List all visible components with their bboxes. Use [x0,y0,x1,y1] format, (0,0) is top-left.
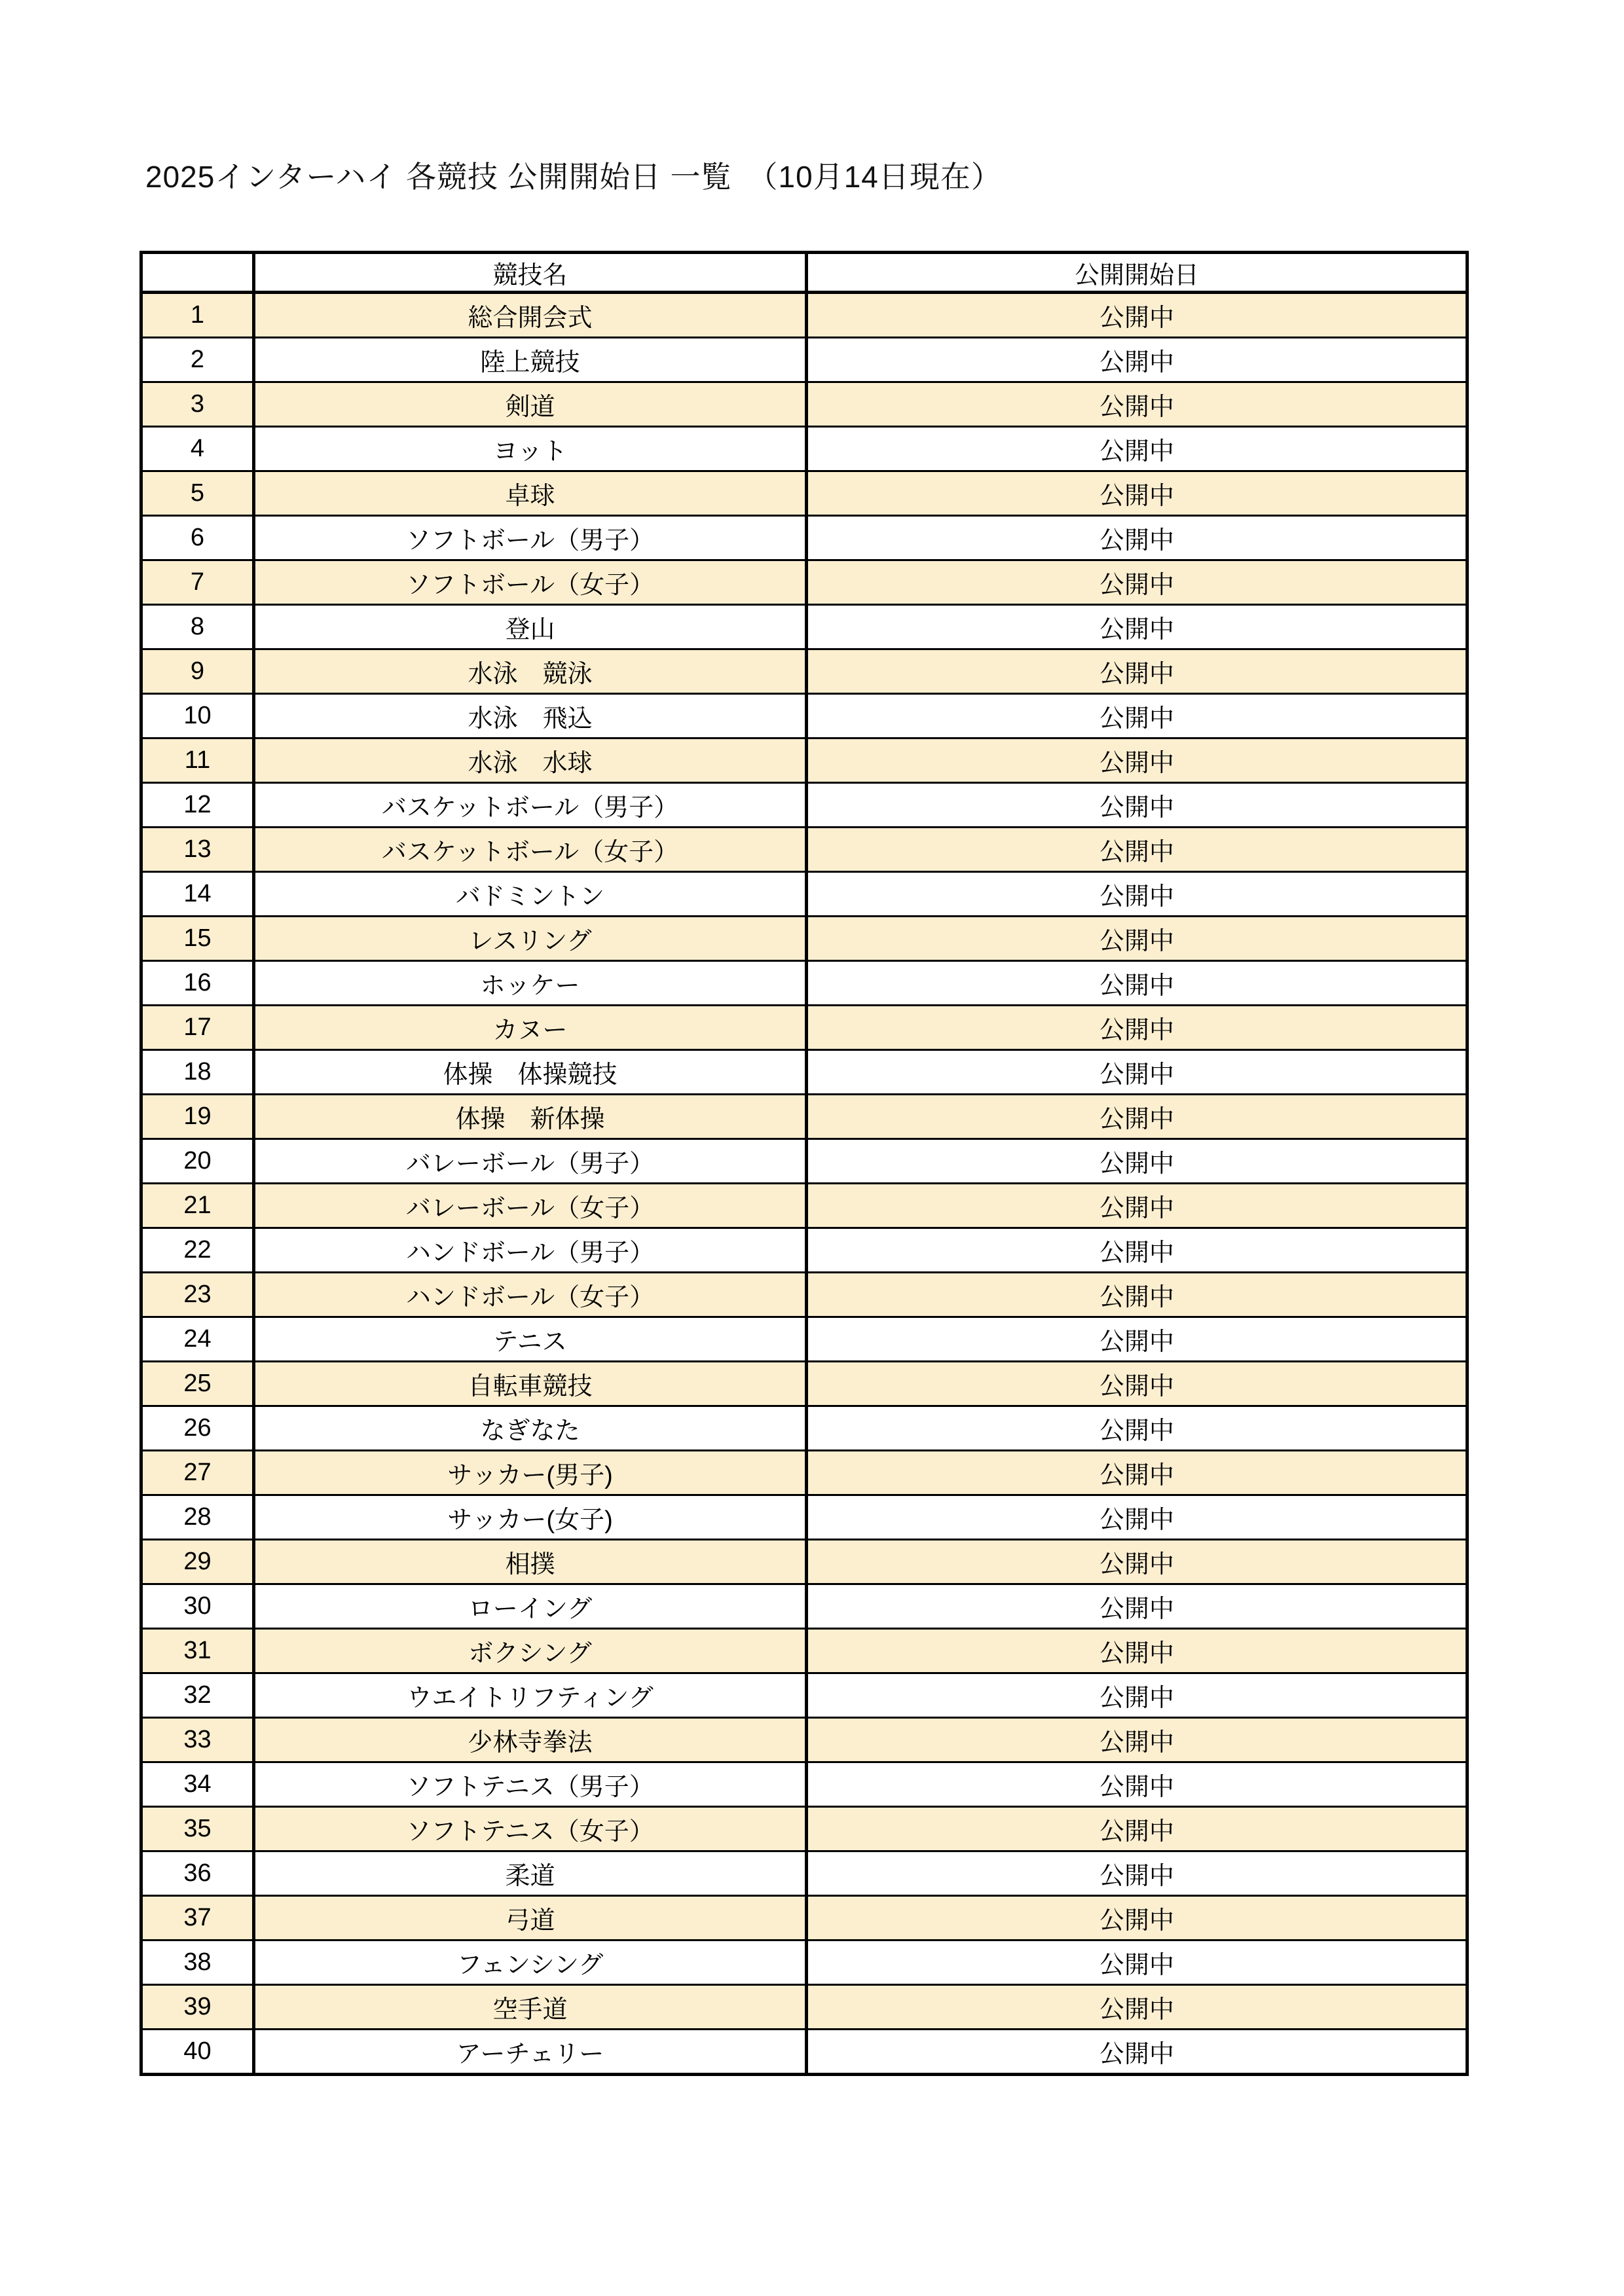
table-row [141,1050,1467,1095]
row-number: 28 [141,1495,254,1540]
page-title: 2025インターハイ 各競技 公開開始日 一覧 （10月14日現在） [145,160,1002,194]
table-row [141,471,1467,516]
row-number: 11 [141,738,254,783]
table-row [141,917,1467,961]
publish-status: 公開中 [807,382,1467,427]
competition-name: サッカー(男子) [254,1451,807,1495]
table-row [141,560,1467,605]
header-number [141,253,254,293]
row-number: 4 [141,427,254,471]
table-row [141,1718,1467,1762]
competition-name: カヌー [254,1006,807,1050]
publish-status: 公開中 [807,1673,1467,1718]
publish-status: 公開中 [807,1851,1467,1896]
row-number: 7 [141,560,254,605]
table-body [141,293,1467,2075]
competition-name: アーチェリー [254,2030,807,2075]
publish-status: 公開中 [807,427,1467,471]
publish-status: 公開中 [807,1629,1467,1673]
table-row [141,649,1467,694]
publish-status: 公開中 [807,1495,1467,1540]
publish-status: 公開中 [807,1451,1467,1495]
competition-name: 総合開会式 [254,293,807,338]
publish-status: 公開中 [807,1762,1467,1807]
publish-status: 公開中 [807,1985,1467,2030]
competition-name: 登山 [254,605,807,649]
competition-name: 水泳 水球 [254,738,807,783]
table-row [141,1673,1467,1718]
competition-name: ローイング [254,1584,807,1629]
row-number: 36 [141,1851,254,1896]
competition-name: ハンドボール（女子） [254,1273,807,1317]
publish-status: 公開中 [807,1317,1467,1362]
publish-status: 公開中 [807,471,1467,516]
table-row [141,605,1467,649]
table-row [141,1985,1467,2030]
row-number: 15 [141,917,254,961]
row-number: 8 [141,605,254,649]
table-row [141,1139,1467,1184]
competition-name: ホッケー [254,961,807,1006]
publish-status: 公開中 [807,1718,1467,1762]
publish-status: 公開中 [807,1228,1467,1273]
competition-name: バドミントン [254,872,807,917]
row-number: 31 [141,1629,254,1673]
header-publish-date: 公開開始日 [807,253,1467,293]
table-row [141,1451,1467,1495]
publish-status: 公開中 [807,1941,1467,1985]
table-row [141,1941,1467,1985]
competition-name: ハンドボール（男子） [254,1228,807,1273]
competition-name: 自転車競技 [254,1362,807,1406]
competition-name: ヨット [254,427,807,471]
table-row [141,1851,1467,1896]
competition-name: 相撲 [254,1540,807,1584]
competition-name: 弓道 [254,1896,807,1941]
table-row [141,1540,1467,1584]
table-row [141,1584,1467,1629]
row-number: 19 [141,1095,254,1139]
table-row [141,1006,1467,1050]
row-number: 21 [141,1184,254,1228]
row-number: 24 [141,1317,254,1362]
row-number: 29 [141,1540,254,1584]
competition-name: 水泳 競泳 [254,649,807,694]
row-number: 14 [141,872,254,917]
publish-status: 公開中 [807,1050,1467,1095]
competition-name: 柔道 [254,1851,807,1896]
table-row [141,1228,1467,1273]
table-row [141,293,1467,338]
competition-name: ソフトボール（女子） [254,560,807,605]
row-number: 37 [141,1896,254,1941]
table-row [141,2030,1467,2075]
competition-name: レスリング [254,917,807,961]
table-row [141,1184,1467,1228]
row-number: 25 [141,1362,254,1406]
competition-name: 卓球 [254,471,807,516]
competition-name: テニス [254,1317,807,1362]
publish-status: 公開中 [807,338,1467,382]
publish-status: 公開中 [807,560,1467,605]
row-number: 39 [141,1985,254,2030]
row-number: 5 [141,471,254,516]
publish-status: 公開中 [807,1139,1467,1184]
competition-name: 空手道 [254,1985,807,2030]
row-number: 35 [141,1807,254,1851]
table-row [141,961,1467,1006]
row-number: 13 [141,828,254,872]
competition-name: ソフトボール（男子） [254,516,807,560]
publish-status: 公開中 [807,783,1467,828]
table-row [141,738,1467,783]
publish-status: 公開中 [807,1095,1467,1139]
row-number: 3 [141,382,254,427]
row-number: 2 [141,338,254,382]
row-number: 6 [141,516,254,560]
table-row [141,694,1467,738]
table-row [141,1273,1467,1317]
row-number: 38 [141,1941,254,1985]
competition-name: バスケットボール（女子） [254,828,807,872]
publish-status: 公開中 [807,738,1467,783]
competition-name: 陸上競技 [254,338,807,382]
row-number: 34 [141,1762,254,1807]
competition-name: ソフトテニス（男子） [254,1762,807,1807]
publish-status: 公開中 [807,516,1467,560]
header-row [141,253,1467,293]
publish-status: 公開中 [807,1362,1467,1406]
row-number: 10 [141,694,254,738]
row-number: 9 [141,649,254,694]
table-row [141,1406,1467,1451]
competition-name: バレーボール（女子） [254,1184,807,1228]
publish-status: 公開中 [807,1540,1467,1584]
table-row [141,427,1467,471]
table-row [141,783,1467,828]
row-number: 40 [141,2030,254,2075]
table-row [141,1362,1467,1406]
publish-status: 公開中 [807,872,1467,917]
row-number: 26 [141,1406,254,1451]
competition-name: 水泳 飛込 [254,694,807,738]
publish-status: 公開中 [807,1406,1467,1451]
table-row [141,1495,1467,1540]
table-row [141,382,1467,427]
row-number: 12 [141,783,254,828]
row-number: 32 [141,1673,254,1718]
publish-status: 公開中 [807,649,1467,694]
row-number: 30 [141,1584,254,1629]
table-row [141,872,1467,917]
publish-status: 公開中 [807,917,1467,961]
row-number: 18 [141,1050,254,1095]
publish-status: 公開中 [807,828,1467,872]
row-number: 16 [141,961,254,1006]
publish-status: 公開中 [807,293,1467,338]
row-number: 17 [141,1006,254,1050]
table-row [141,338,1467,382]
table-row [141,828,1467,872]
competition-name: なぎなた [254,1406,807,1451]
schedule-table [139,251,1469,2076]
publish-status: 公開中 [807,1584,1467,1629]
competition-name: 体操 体操競技 [254,1050,807,1095]
competition-name: 少林寺拳法 [254,1718,807,1762]
publish-status: 公開中 [807,1896,1467,1941]
row-number: 27 [141,1451,254,1495]
publish-status: 公開中 [807,1273,1467,1317]
publish-status: 公開中 [807,605,1467,649]
competition-name: バスケットボール（男子） [254,783,807,828]
row-number: 23 [141,1273,254,1317]
publish-status: 公開中 [807,961,1467,1006]
publish-status: 公開中 [807,694,1467,738]
competition-name: フェンシング [254,1941,807,1985]
competition-name: ボクシング [254,1629,807,1673]
competition-name: 剣道 [254,382,807,427]
table-header [141,253,1467,293]
header-competition-name: 競技名 [254,253,807,293]
table-row [141,1896,1467,1941]
competition-name: 体操 新体操 [254,1095,807,1139]
publish-status: 公開中 [807,1807,1467,1851]
table-row [141,1629,1467,1673]
publish-status: 公開中 [807,1006,1467,1050]
table-row [141,1095,1467,1139]
table-row [141,1762,1467,1807]
publish-status: 公開中 [807,1184,1467,1228]
competition-name: バレーボール（男子） [254,1139,807,1184]
competition-name: サッカー(女子) [254,1495,807,1540]
table-row [141,516,1467,560]
publish-status: 公開中 [807,2030,1467,2075]
table-row [141,1317,1467,1362]
competition-name: ソフトテニス（女子） [254,1807,807,1851]
row-number: 1 [141,293,254,338]
table-row [141,1807,1467,1851]
row-number: 33 [141,1718,254,1762]
competition-name: ウエイトリフティング [254,1673,807,1718]
row-number: 22 [141,1228,254,1273]
row-number: 20 [141,1139,254,1184]
